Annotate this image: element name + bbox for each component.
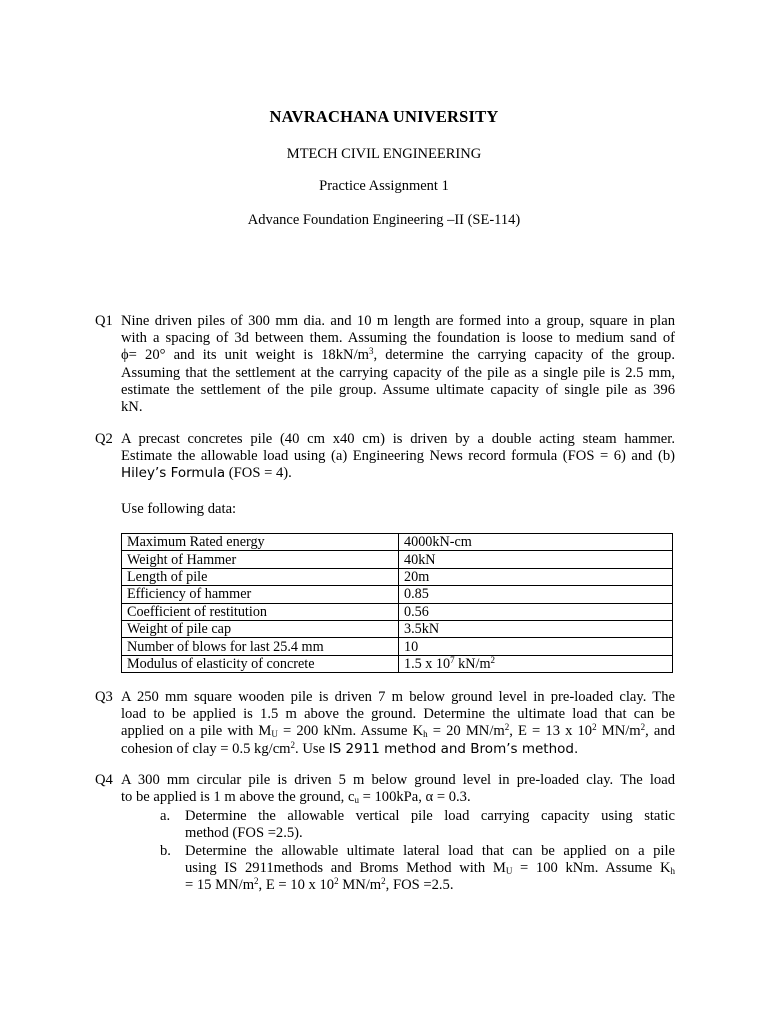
table-cell-param: Efficiency of hammer [122, 586, 399, 603]
text-run: applied on a pile with M [121, 723, 272, 740]
text-run: , and [645, 723, 675, 740]
question-text [121, 313, 675, 416]
question-number: Q2 [95, 431, 113, 447]
text-line: load to be applied is 1.5 m above the ground. Determine the ultimate load that can be [121, 706, 675, 723]
text-line: Nine driven piles of 300 mm dia. and 10 m length are formed into a group, square in plan [121, 313, 675, 329]
text-run: IS 2911 method [328, 740, 437, 757]
text-run: Hiley’s Formula [121, 465, 226, 482]
subscript: U [505, 866, 513, 877]
superscript: 2 [592, 722, 597, 733]
table-cell-param: Modulus of elasticity of concrete [122, 655, 399, 672]
text-run: kN/m [454, 655, 491, 672]
part-text [185, 808, 675, 842]
text-run: = 200 kNm. Assume K [277, 723, 424, 740]
text-run: , E = 13 x 10 [509, 723, 593, 740]
text-line: Assuming that the settlement at the carrying capacity of the pile as a single pile is 2.5 mm, [121, 364, 675, 381]
text-run: . Use [295, 740, 329, 757]
table-cell-param: Weight of Hammer [122, 551, 399, 568]
table-cell-param: Coefficient of restitution [122, 603, 399, 620]
text-run: ϕ= 20° and its unit weight is 18kN/m [121, 347, 369, 364]
question-2 [95, 431, 675, 483]
table-cell-value [399, 655, 673, 672]
table-cell-value: 0.85 [399, 586, 673, 603]
text-line [121, 789, 675, 806]
text-run: using IS 2911methods and Broms Method with M [185, 860, 506, 877]
text-line [185, 877, 675, 894]
text-run: MN/m [338, 877, 382, 894]
university-title: NAVRACHANA UNIVERSITY [269, 107, 499, 126]
table-row [122, 603, 673, 620]
question-3 [95, 689, 675, 758]
table-row [122, 551, 673, 568]
subscript: h [670, 866, 675, 877]
text-line: kN. [121, 399, 143, 416]
subscript: u [354, 795, 359, 806]
question-number: Q1 [95, 313, 113, 329]
text-line: Determine the allowable ultimate lateral load that can be applied on a pile [185, 843, 675, 859]
question-text [121, 689, 675, 758]
text-run: cohesion of clay = 0.5 kg/cm [121, 740, 291, 757]
text-run: 1.5 x 10 [404, 655, 451, 672]
text-line: estimate the settlement of the pile group. Assume ultimate capacity of single pile as 396 [121, 381, 675, 398]
text-run: and Brom’s method. [436, 740, 579, 757]
table-cell-value: 3.5kN [399, 620, 673, 637]
table-cell-value: 4000kN-cm [399, 534, 673, 551]
use-data-label: Use following data: [121, 501, 237, 517]
question-1 [95, 313, 675, 416]
table-cell-value: 10 [399, 638, 673, 655]
text-line: A 300 mm circular pile is driven 5 m below ground level in pre-loaded clay. The load [121, 772, 675, 788]
table-cell-param: Number of blows for last 25.4 mm [122, 638, 399, 655]
text-run: MN/m [596, 723, 641, 740]
text-line [121, 723, 675, 740]
superscript: 7 [450, 654, 455, 665]
text-run: , determine the carrying capacity of the group. [373, 347, 676, 364]
program-title: MTECH CIVIL ENGINEERING [286, 146, 482, 162]
table-row [122, 638, 673, 655]
table-row [122, 586, 673, 603]
text-line [185, 860, 675, 877]
text-run: = 15 MN/m [185, 877, 255, 894]
text-run: (FOS = 4). [225, 465, 292, 482]
data-table [121, 533, 673, 673]
text-run: to be applied is 1 m above the ground, c [121, 789, 355, 806]
superscript: 2 [254, 876, 259, 887]
superscript: 3 [368, 346, 374, 357]
text-line: A precast concretes pile (40 cm x40 cm) is driven by a double acting steam hammer. [121, 431, 675, 447]
question-4 [95, 772, 675, 806]
table-row [122, 568, 673, 585]
subscript: U [271, 729, 278, 740]
superscript: 2 [381, 876, 386, 887]
text-run: , E = 10 x 10 [258, 877, 335, 894]
table-cell-param: Length of pile [122, 568, 399, 585]
table-cell-param: Weight of pile cap [122, 620, 399, 637]
text-line: with a spacing of 3d between them. Assuming the foundation is loose to medium sand of [121, 330, 675, 347]
question-4-part-a [160, 808, 675, 842]
table-cell-value: 40kN [399, 551, 673, 568]
text-line [121, 741, 675, 758]
table-row [122, 534, 673, 551]
table-row [122, 655, 673, 672]
superscript: 2 [640, 722, 646, 733]
text-line: A 250 mm square wooden pile is driven 7 m below ground level in pre-loaded clay. The [121, 689, 675, 705]
superscript: 2 [490, 654, 495, 665]
question-number: Q4 [95, 772, 113, 788]
text-run: = 20 MN/m [427, 723, 505, 740]
text-run: = 100 kNm. Assume K [512, 860, 671, 877]
question-text [121, 431, 675, 483]
question-number: Q3 [95, 689, 113, 705]
text-line [121, 465, 675, 482]
question-4-part-b [160, 843, 675, 895]
text-run: = 100kPa, α = 0.3. [358, 789, 471, 806]
text-line [121, 347, 675, 364]
assignment-title: Practice Assignment 1 [319, 178, 449, 194]
superscript: 2 [290, 739, 296, 750]
text-run: , FOS =2.5. [385, 877, 454, 894]
course-title: Advance Foundation Engineering –II (SE-114) [247, 212, 521, 228]
table-cell-param: Maximum Rated energy [122, 534, 399, 551]
superscript: 2 [334, 876, 339, 887]
question-text [121, 772, 675, 806]
subscript: h [423, 729, 428, 740]
part-text [185, 843, 675, 895]
table-cell-value: 0.56 [399, 603, 673, 620]
table-cell-value: 20m [399, 568, 673, 585]
text-line: Estimate the allowable load using (a) Engineering News record formula (FOS = 6) and (b) [121, 448, 675, 465]
table-row [122, 620, 673, 637]
part-label: b. [160, 843, 171, 859]
part-label: a. [160, 808, 171, 824]
text-line: method (FOS =2.5). [185, 825, 303, 842]
text-line: Determine the allowable vertical pile load carrying capacity using static [185, 808, 675, 824]
superscript: 2 [504, 722, 510, 733]
